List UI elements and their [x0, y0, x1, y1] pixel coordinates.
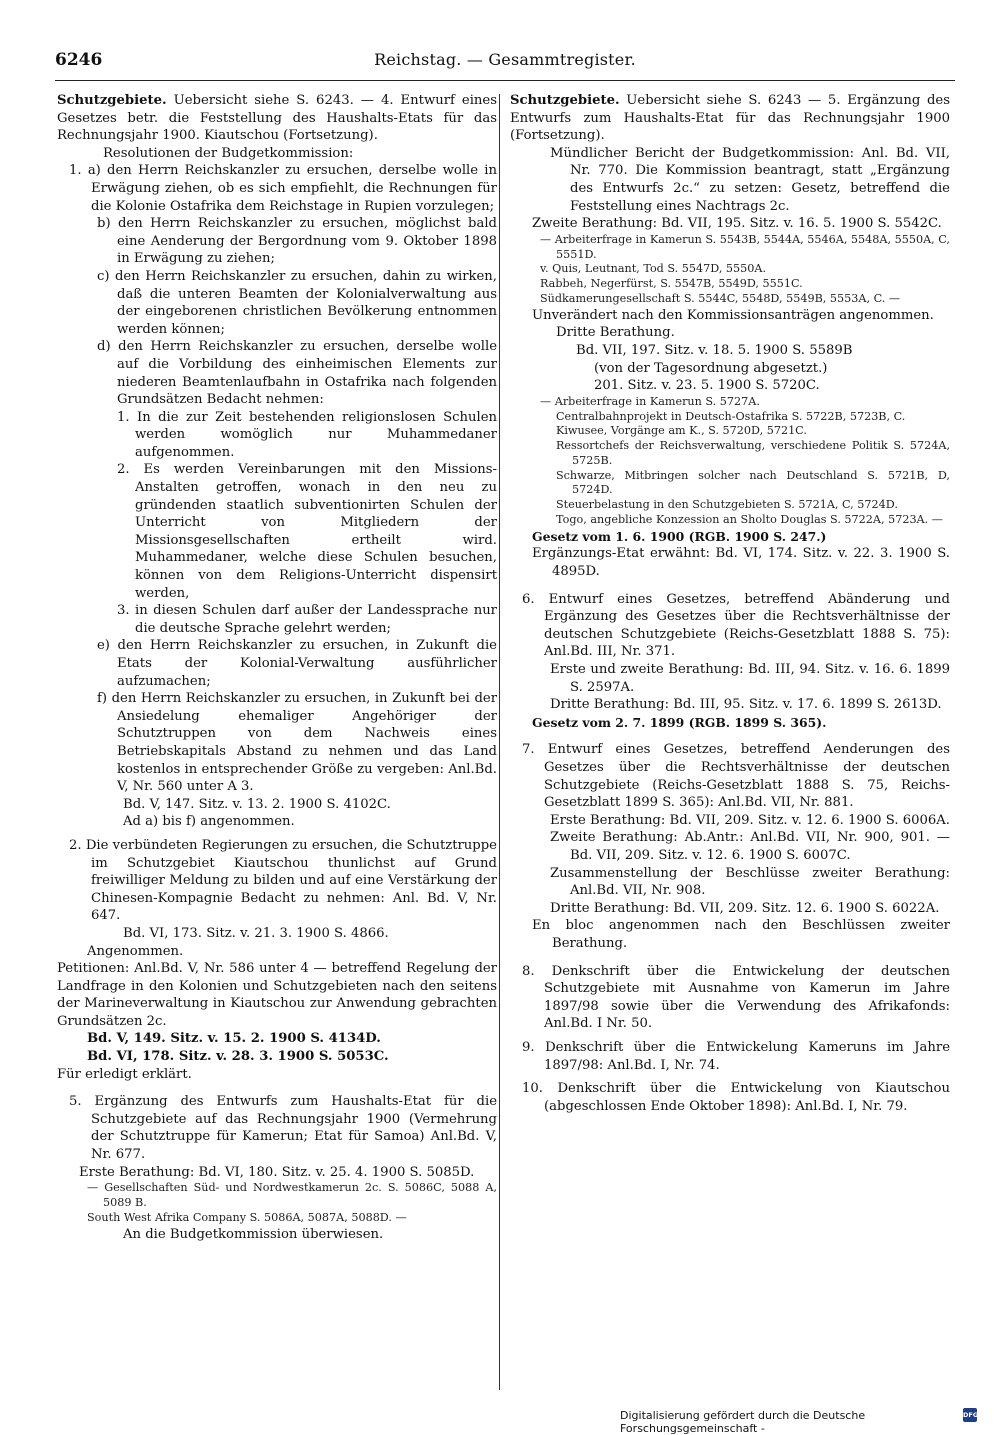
item-7-result: En bloc angenommen nach den Beschlüssen zweiter Berathung.	[532, 918, 950, 951]
item-9: 9. Denkschrift über die Entwickelung Kameruns im Jahre 1897/98: Anl.Bd. I, Nr. 74.	[522, 1039, 950, 1073]
item-5-subject-2: South West Afrika Company S. 5086A, 5087A, 5088D. —	[87, 1210, 407, 1224]
page-number: 6246	[55, 50, 103, 70]
third-reading-session-1-note: (von der Tagesordnung abgesetzt.)	[594, 360, 828, 376]
entry-intro-text: Uebersicht siehe S. 6243. — 4. Entwurf eines Gesetzes betr. die Feststellung des Haushalts-Etats für das Rechnungsjahr 1900. Kiautschou (Fortsetzung).	[57, 93, 497, 144]
second-reading-subject-3: Rabbeh, Negerfürst, S. 5547B, 5549D, 5551C.	[540, 277, 803, 291]
third-reading-subject-7: Togo, angebliche Konzession an Sholto Douglas S. 5722A, 5723A. —	[556, 513, 943, 527]
dfg-logo-icon: DFG	[963, 1408, 977, 1422]
digitization-footer	[620, 1407, 980, 1435]
petitions-entry: Petitionen: Anl.Bd. V, Nr. 586 unter 4 — betreffend Regelung der Landfrage in den Kolonien und Schutzgebieten nach den seitens der Marineverwaltung in Kiautschou zur Anwendung gebrachten Grundsätzen 2c.	[57, 961, 497, 1029]
entry-intro-continued-text: Uebersicht siehe S. 6243 — 5. Ergänzung des Entwurfs zum Haushalts-Etat für das Rechnungsjahr 1900 (Fortsetzung).	[510, 93, 950, 144]
petitions-result: Für erledigt erklärt.	[57, 1066, 192, 1082]
entry-keyword: Schutzgebiete.	[57, 93, 167, 108]
resolution-1e: e) den Herrn Reichskanzler zu ersuchen, in Zukunft die Etats der Kolonial-Verwaltung ausführlicher aufzumachen;	[97, 638, 497, 689]
item-7-first-reading: Erste Berathung: Bd. VII, 209. Sitz. v. 12. 6. 1900 S. 6006A.	[550, 812, 950, 828]
left-column	[57, 92, 497, 1392]
page-header	[55, 44, 955, 81]
third-reading-label: Dritte Berathung.	[556, 325, 675, 341]
entry-intro-continued	[510, 92, 950, 145]
third-reading-subject-2: Centralbahnprojekt in Deutsch-Ostafrika S. 5722B, 5723B, C.	[556, 409, 906, 423]
item-5-result: An die Budgetkommission überwiesen.	[123, 1226, 384, 1242]
right-column	[510, 92, 950, 1392]
third-reading-subject-1: — Arbeiterfrage in Kamerun S. 5727A.	[540, 394, 760, 408]
law-reference-1899: Gesetz vom 2. 7. 1899 (RGB. 1899 S. 365).	[532, 714, 827, 730]
resolution-1d-point-2: 2. Es werden Vereinbarungen mit den Missions-Anstalten getroffen, wonach in den neu zu gründenden staatlich subventionirten Schulen der Unterricht von Mitgliedern der Missionsgesellschaften ertheilt wird. Muhammedaner, welche diese Schulen besuchen, können von dem Religions-Unterricht dispensirt werden,	[117, 462, 497, 601]
third-reading-subject-6: Steuerbelastung in den Schutzgebieten S. 5721A, C, 5724D.	[556, 498, 898, 512]
second-reading-result: Unverändert nach den Kommissionsanträgen angenommen.	[532, 307, 934, 323]
resolution-1f: f) den Herrn Reichskanzler zu ersuchen, in Zukunft bei der Ansiedelung ehemaliger Angehöriger der Schutztruppen von dem Nachweis eines Betriebskapitals Abstand zu nehmen und das Land kostenlos in entsprechender Größe zu vergeben: Anl.Bd. V, Nr. 560 unter A 3.	[97, 691, 497, 795]
item-7-compilation: Zusammenstellung der Beschlüsse zweiter Berathung: Anl.Bd. VII, Nr. 908.	[550, 865, 950, 899]
third-reading-subject-5: Schwarze, Mitbringen solcher nach Deutschland S. 5721B, D, 5724D.	[556, 468, 950, 497]
committee-report: Mündlicher Bericht der Budgetkommission: Anl. Bd. VII, Nr. 770. Die Kommission beantragt, statt „Ergänzung des Entwurfs 2c.“ zu setzen: Gesetz, betreffend die Feststellung eines Nachtrags 2c.	[550, 145, 950, 214]
resolution-1d-point-1: 1. In die zur Zeit bestehenden religionslosen Schulen werden womöglich nur Muhammedaner aufgenommen.	[117, 409, 497, 460]
resolution-1d: d) den Herrn Reichskanzler zu ersuchen, derselbe wolle auf die Vorbildung des einheimischen Elements zur niederen Beamtenlaufbahn in Ostafrika nach folgenden Grundsätzen Bedacht nehmen:	[97, 339, 497, 408]
item-6: 6. Entwurf eines Gesetzes, betreffend Abänderung und Ergänzung des Gesetzes über die Rechtsverhältnisse der deutschen Schutzgebiete (Reichs-Gesetzblatt 1888 S. 75): Anl.Bd. III, Nr. 371.	[522, 591, 950, 660]
item-5-subject-1: — Gesellschaften Süd- und Nordwestkamerun 2c. S. 5086C, 5088 A, 5089 B.	[87, 1181, 497, 1210]
resolution-2-result: Angenommen.	[87, 943, 184, 959]
third-reading-subject-4: Ressortchefs der Reichsverwaltung, verschiedene Politik S. 5724A, 5725B.	[556, 439, 950, 467]
item-10: 10. Denkschrift über die Entwickelung von Kiautschou (abgeschlossen Ende Oktober 1898): Anl.Bd. I, Nr. 79.	[522, 1081, 950, 1114]
item-7-second-reading: Zweite Berathung: Ab.Antr.: Anl.Bd. VII, Nr. 900, 901. — Bd. VII, 209. Sitz. v. 12. 6. 1900 S. 6007C.	[550, 830, 950, 863]
entry-keyword-continued: Schutzgebiete.	[510, 93, 620, 108]
entry-intro	[57, 92, 497, 145]
resolution-1-result: Ad a) bis f) angenommen.	[123, 814, 295, 830]
supplementary-budget-mention: Ergänzungs-Etat erwähnt: Bd. VI, 174. Sitz. v. 22. 3. 1900 S. 4895D.	[532, 546, 950, 580]
third-reading-session-1: Bd. VII, 197. Sitz. v. 18. 5. 1900 S. 5589B	[576, 342, 853, 358]
resolutions-heading: Resolutionen der Budgetkommission:	[103, 145, 354, 161]
law-reference-1900: Gesetz vom 1. 6. 1900 (RGB. 1900 S. 247.)	[532, 528, 827, 544]
item-7-third-reading: Dritte Berathung: Bd. VII, 209. Sitz. 12. 6. 1900 S. 6022A.	[550, 900, 940, 916]
resolution-1c: c) den Herrn Reichskanzler zu ersuchen, dahin zu wirken, daß die unteren Beamten der Kolonialverwaltung aus der eingeborenen christlichen Bevölkerung entnommen werden können;	[97, 268, 497, 337]
resolution-2-reference: Bd. VI, 173. Sitz. v. 21. 3. 1900 S. 4866.	[123, 925, 389, 941]
third-reading-subject-3: Kiwusee, Vorgänge am K., S. 5720D, 5721C.	[556, 424, 807, 438]
item-6-third-reading: Dritte Berathung: Bd. III, 95. Sitz. v. 17. 6. 1899 S. 2613D.	[550, 697, 942, 713]
item-8: 8. Denkschrift über die Entwickelung der deutschen Schutzgebiete mit Ausnahme von Kamerun im Jahre 1897/98 sowie über die Verwendung des Afrikafonds: Anl.Bd. I Nr. 50.	[522, 963, 950, 1032]
resolution-1b: b) den Herrn Reichskanzler zu ersuchen, möglichst bald eine Aenderung der Bergordnung vom 9. Oktober 1898 in Erwägung zu ziehen;	[97, 216, 497, 267]
column-divider	[499, 94, 500, 1390]
resolution-1-reference: Bd. V, 147. Sitz. v. 13. 2. 1900 S. 4102C.	[123, 796, 391, 812]
third-reading-session-2: 201. Sitz. v. 23. 5. 1900 S. 5720C.	[594, 378, 820, 394]
second-reading-subject-4: Südkamerungesellschaft S. 5544C, 5548D, 5549B, 5553A, C. —	[540, 291, 901, 305]
item-5-first-reading: Erste Berathung: Bd. VI, 180. Sitz. v. 25. 4. 1900 S. 5085D.	[79, 1164, 475, 1180]
second-reading: Zweite Berathung: Bd. VII, 195. Sitz. v. 16. 5. 1900 S. 5542C.	[532, 216, 942, 232]
item-5: 5. Ergänzung des Entwurfs zum Haushalts-Etat für die Schutzgebiete auf das Rechnungsjahr 1900 (Vermehrung der Schutztruppe für Kamerun; Etat für Samoa) Anl.Bd. V, Nr. 677.	[69, 1094, 497, 1163]
resolution-1a: 1. a) den Herrn Reichskanzler zu ersuchen, derselbe wolle in Erwägung ziehen, ob es sich empfiehlt, die Rechnungen für die Kolonie Ostafrika dem Reichstage in Rupien vorzulegen;	[69, 163, 497, 214]
resolution-2: 2. Die verbündeten Regierungen zu ersuchen, die Schutztruppe im Schutzgebiet Kiautschou thunlichst auf Grund freiwilliger Meldung zu bilden und auf eine Verstärkung der Chinesen-Kompagnie Bedacht zu nehmen: Anl. Bd. V, Nr. 647.	[69, 837, 497, 924]
footer-text: Digitalisierung gefördert durch die Deutsche Forschungsgemeinschaft -	[620, 1409, 866, 1435]
petitions-reference-2: Bd. VI, 178. Sitz. v. 28. 3. 1900 S. 5053C.	[87, 1049, 389, 1065]
petitions-reference-1: Bd. V, 149. Sitz. v. 15. 2. 1900 S. 4134D.	[87, 1031, 381, 1047]
running-title: Reichstag. — Gesammtregister.	[374, 50, 636, 69]
item-7: 7. Entwurf eines Gesetzes, betreffend Aenderungen des Gesetzes über die Rechtsverhältnisse der deutschen Schutzgebiete (Reichs-Gesetzblatt 1888 S. 75, Reichs-Gesetzblatt 1899 S. 365): Anl.Bd. VII, Nr. 881.	[522, 742, 950, 811]
second-reading-subject-2: v. Quis, Leutnant, Tod S. 5547D, 5550A.	[540, 262, 767, 276]
second-reading-subject-1: — Arbeiterfrage in Kamerun S. 5543B, 5544A, 5546A, 5548A, 5550A, C, 5551D.	[540, 232, 950, 261]
resolution-1d-point-3: 3. in diesen Schulen darf außer der Landessprache nur die deutsche Sprache gelehrt werden;	[117, 603, 497, 636]
item-6-first-second-reading: Erste und zweite Berathung: Bd. III, 94. Sitz. v. 16. 6. 1899 S. 2597A.	[550, 662, 950, 695]
